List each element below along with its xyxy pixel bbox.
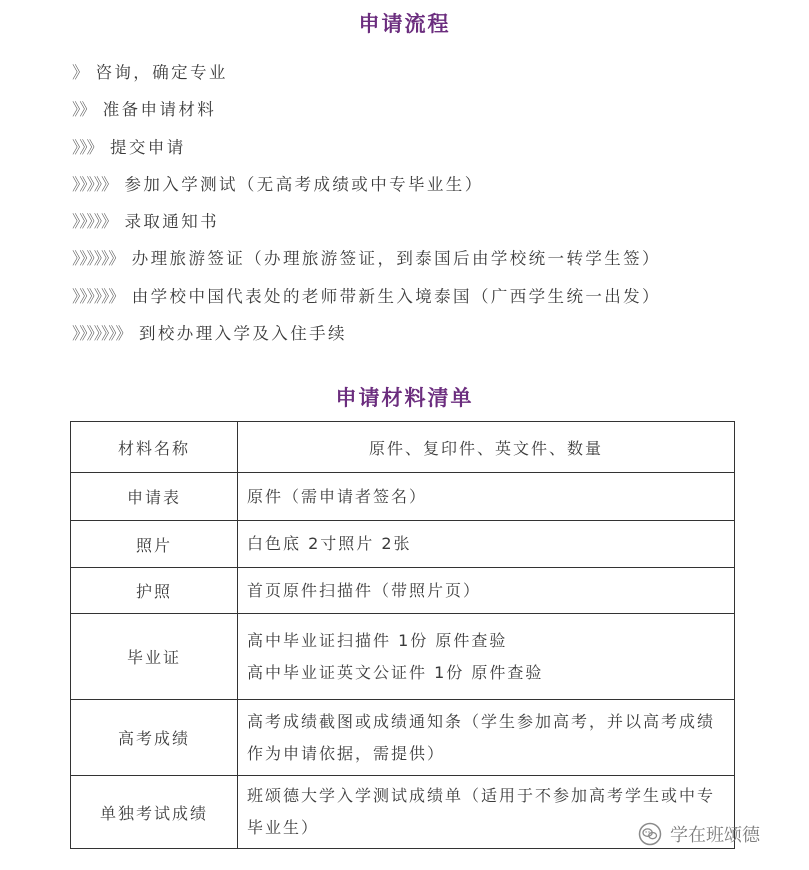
process-step <box>72 282 661 319</box>
material-desc-line: 白色底 2寸照片 2张 <box>247 534 412 553</box>
step-text: 由学校中国代表处的老师带新生入境泰国（广西学生统一出发） <box>131 286 661 306</box>
materials-table <box>70 421 735 849</box>
step-text: 咨询，确定专业 <box>95 63 228 82</box>
material-desc-line: 高中毕业证扫描件 1份 原件查验 <box>247 630 508 650</box>
process-step <box>72 95 661 132</box>
process-title: 申请流程 <box>358 11 451 36</box>
header-material-name: 材料名称 <box>71 422 238 473</box>
material-name-cell: 单独考试成绩 <box>71 776 238 849</box>
step-text: 准备申请材料 <box>102 100 217 120</box>
table-row <box>71 521 735 568</box>
step-marker: 》》》》》 <box>72 212 117 232</box>
material-name-cell: 照片 <box>71 521 238 568</box>
material-desc-cell <box>238 473 735 521</box>
wechat-logo-icon <box>638 822 662 846</box>
table-row <box>71 700 735 776</box>
step-marker: 》 <box>72 63 88 82</box>
step-marker: 》》》》》》 <box>72 286 124 306</box>
process-step <box>72 207 661 244</box>
step-text: 到校办理入学及入住手续 <box>139 324 347 344</box>
process-step <box>72 170 661 207</box>
material-desc-cell <box>238 614 735 700</box>
step-marker: 》》》》》 <box>72 174 117 194</box>
process-step-list <box>72 58 661 356</box>
material-desc-cell <box>238 700 735 776</box>
material-desc-cell <box>238 568 735 614</box>
material-desc-line: 原件（需申请者签名） <box>247 486 428 506</box>
wechat-watermark <box>638 822 760 846</box>
material-name-cell: 高考成绩 <box>71 700 238 776</box>
table-header-row <box>71 422 735 473</box>
watermark-text: 学在班颂德 <box>670 825 760 846</box>
material-name-cell: 毕业证 <box>71 614 238 700</box>
step-text: 录取通知书 <box>124 212 219 232</box>
material-name-cell: 申请表 <box>71 473 238 521</box>
step-text: 提交申请 <box>110 137 186 157</box>
material-name-cell: 护照 <box>71 568 238 614</box>
step-text: 办理旅游签证（办理旅游签证，到泰国后由学校统一转学生签） <box>131 249 661 269</box>
material-desc-line: 班颂德大学入学测试成绩单（适用于不参加高考学生或中专毕业生） <box>247 786 716 837</box>
materials-title: 申请材料清单 <box>335 385 474 410</box>
material-desc-line: 高中毕业证英文公证件 1份 原件查验 <box>247 662 544 682</box>
step-marker: 》》 <box>72 100 95 120</box>
table-row <box>71 614 735 700</box>
material-desc-cell <box>238 521 735 568</box>
process-step <box>72 133 661 170</box>
step-text: 参加入学测试（无高考成绩或中专毕业生） <box>124 174 484 194</box>
table-row <box>71 776 735 849</box>
process-step <box>72 58 661 95</box>
process-step <box>72 244 661 281</box>
step-marker: 》》》 <box>72 137 102 157</box>
process-step <box>72 319 661 356</box>
material-desc-line: 高考成绩截图或成绩通知条（学生参加高考，并以高考成绩作为申请依据，需提供） <box>247 711 716 763</box>
step-marker: 》》》》》》 <box>72 249 124 269</box>
material-desc-line: 首页原件扫描件（带照片页） <box>247 580 482 600</box>
table-row <box>71 473 735 521</box>
table-row <box>71 568 735 614</box>
step-marker: 》》》》》》》 <box>72 324 131 344</box>
header-material-desc: 原件、复印件、英文件、数量 <box>238 422 735 473</box>
